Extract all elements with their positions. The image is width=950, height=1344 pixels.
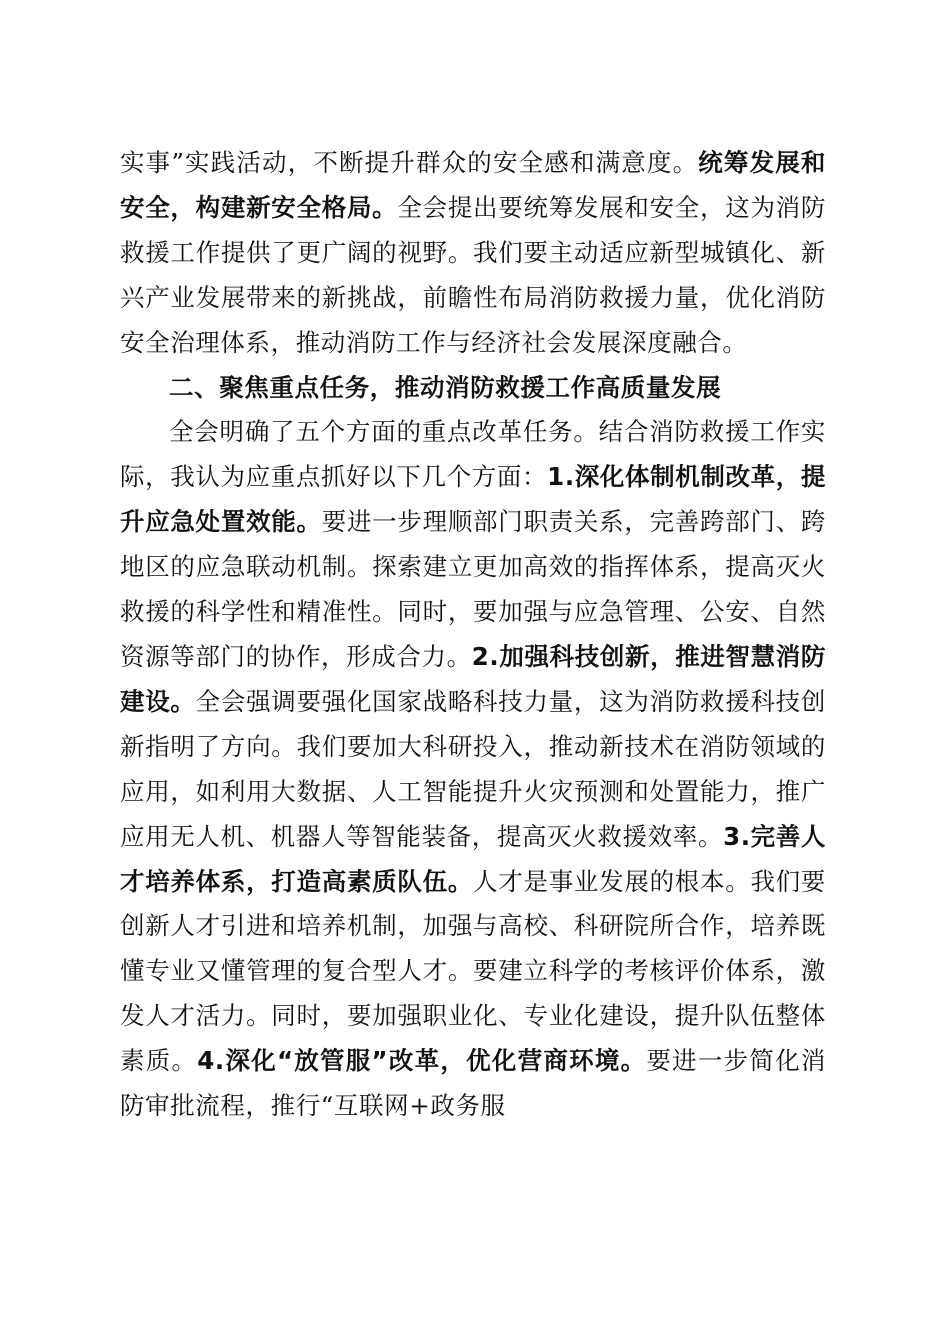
section-heading: 二、聚焦重点任务，推动消防救援工作高质量发展 [169,372,722,402]
paragraph-2-text-2: 要进一步理顺部门职责关系，完善跨部门、跨地区的应急联动机制。探索建立更加高效的指挥体系，提高灭火救援的科学性和精准性。同时，要加强与应急管理、公安、自然资源等部门的协作，形成合力。 [120,507,826,671]
paragraph-2-bold-3: 3.完善人才培养体系，打造高素质队伍。 [120,821,826,896]
paragraph-1-bold-1: 统筹发展和安全，构建新安全格局。 [120,148,826,222]
paragraph-2-text-1: 全会明确了五个方面的重点改革任务。结合消防救援工作实际，我认为应重点抓好以下几个方面： [120,417,826,492]
paragraph-1-text-2: 全会提出要统筹发展和安全，这为消防救援工作提供了更广阔的视野。我们要主动适应新型城镇化、新兴产业发展带来的新挑战，前瞻性布局消防救援力量，优化消防安全治理体系，推动消防工作与经济社会发展深度融合。 [120,192,826,357]
paragraph-2 [120,410,826,1129]
paragraph-1-text-1: 实事”实践活动，不断提升群众的安全感和满意度。 [120,148,699,177]
paragraph-2-bold-4: 4.深化“放管服”改革，优化营商环境。 [197,1046,647,1076]
paragraph-2-text-5: 要进一步简化消防审批流程，推行“互联网+政务服 [120,1046,826,1121]
paragraph-2-text-3: 全会强调要强化国家战略科技力量，这为消防救援科技创新指明了方向。我们要加大科研投入，推动新技术在消防领域的应用，如利用大数据、人工智能提升火灾预测和处置能力，推广应用无人机、机器人等智能装备，提高灭火救援效率。 [120,686,826,851]
paragraph-2-bold-2: 2.加强科技创新，推进智慧消防建设。 [120,641,826,716]
body-text [120,141,826,1129]
paragraph-2-text-4: 人才是事业发展的根本。我们要创新人才引进和培养机制，加强与高校、科研院所合作，培养既懂专业又懂管理的复合型人才。要建立科学的考核评价体系，激发人才活力。同时，要加强职业化、专业化建设，提升队伍整体素质。 [120,866,826,1076]
paragraph-1 [120,141,826,366]
paragraph-2-bold-1: 1.深化体制机制改革，提升应急处置效能。 [120,462,826,537]
